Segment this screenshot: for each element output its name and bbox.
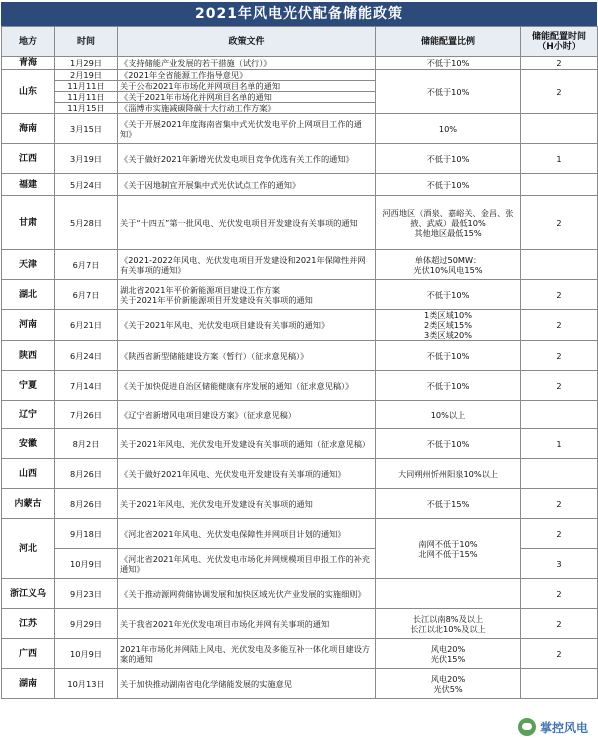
ratio-cell: 长江以南8%及以上 长江以北10%及以上 xyxy=(376,609,521,639)
hours-cell: 2 xyxy=(521,371,598,401)
ratio-cell: 不低于10% xyxy=(376,429,521,459)
doc-cell: 《关于2021年风电、光伏发电项目建设有关事项的通知》 xyxy=(118,310,376,341)
hours-cell: 2 xyxy=(521,639,598,669)
time-cell: 5月28日 xyxy=(55,196,118,250)
time-cell: 7月14日 xyxy=(55,371,118,401)
region-cell: 浙江义乌 xyxy=(2,579,55,609)
time-cell: 6月21日 xyxy=(55,310,118,341)
time-cell: 9月18日 xyxy=(55,519,118,549)
doc-cell: 《陕西省新型储能建设方案（暂行）（征求意见稿）》 xyxy=(118,341,376,371)
hours-cell: 2 xyxy=(521,519,598,549)
doc-cell: 关于我省2021年光伏发电项目市场化并网有关事项的通知 xyxy=(118,609,376,639)
ratio-cell xyxy=(376,579,521,609)
time-cell: 9月29日 xyxy=(55,609,118,639)
ratio-cell: 河西地区（酒泉、嘉峪关、金昌、张掖、武威）最低10% 其他地区最低15% xyxy=(376,196,521,250)
region-cell: 海南 xyxy=(2,114,55,144)
table-row xyxy=(2,174,598,196)
ratio-cell: 不低于10% xyxy=(376,57,521,70)
watermark-text: 掌控风电 xyxy=(539,720,588,735)
header-doc: 政策文件 xyxy=(118,27,376,57)
table-body xyxy=(2,57,598,699)
time-cell: 11月11日 xyxy=(55,81,118,92)
time-cell: 11月11日 xyxy=(55,92,118,103)
region-cell: 湖北 xyxy=(2,280,55,310)
doc-cell: 《关于开展2021年度海南省集中式光伏发电平价上网项目工作的通知》 xyxy=(118,114,376,144)
doc-cell: 《关于加快促进自治区储能健康有序发展的通知（征求意见稿）》 xyxy=(118,371,376,401)
table-row xyxy=(2,280,598,310)
time-cell: 8月26日 xyxy=(55,459,118,489)
doc-cell: 2021年市场化并网陆上风电、光伏发电及多能互补一体化项目建设方案的通知 xyxy=(118,639,376,669)
time-cell: 10月9日 xyxy=(55,639,118,669)
watermark xyxy=(518,718,588,736)
doc-cell: 《河北省2021年风电、光伏发电保障性并网项目计划的通知》 xyxy=(118,519,376,549)
table-title: 2021年风电光伏配备储能政策 xyxy=(1,2,597,26)
hours-cell xyxy=(521,401,598,429)
time-cell: 11月15日 xyxy=(55,103,118,114)
doc-cell: 关于2021年风电、光伏发电开发建设有关事项的通知 xyxy=(118,489,376,519)
table-row xyxy=(2,371,598,401)
region-cell: 福建 xyxy=(2,174,55,196)
ratio-cell: 不低于10% xyxy=(376,280,521,310)
time-cell: 10月13日 xyxy=(55,669,118,699)
hours-cell xyxy=(521,669,598,699)
hours-cell: 2 xyxy=(521,57,598,70)
time-cell: 7月26日 xyxy=(55,401,118,429)
table-row xyxy=(2,459,598,489)
time-cell: 10月9日 xyxy=(55,549,118,579)
table-row xyxy=(2,70,598,81)
header-region: 地方 xyxy=(2,27,55,57)
header-hours-line1: 储能配置时间 xyxy=(531,31,586,42)
policy-table xyxy=(1,26,598,699)
time-cell: 1月29日 xyxy=(55,57,118,70)
doc-cell: 关于“十四五”第一批风电、光伏发电项目开发建设有关事项的通知 xyxy=(118,196,376,250)
table-row xyxy=(2,57,598,70)
table-row xyxy=(2,250,598,280)
doc-cell: 关于加快推动湖南省电化学储能发展的实施意见 xyxy=(118,669,376,699)
hours-cell: 1 xyxy=(521,429,598,459)
table-row xyxy=(2,341,598,371)
hours-cell xyxy=(521,174,598,196)
doc-cell: 关于2021年风电、光伏发电开发建设有关事项的通知（征求意见稿） xyxy=(118,429,376,459)
region-cell: 湖南 xyxy=(2,669,55,699)
doc-cell: 《关于推动源网荷储协调发展和加快区域光伏产业发展的实施细则》 xyxy=(118,579,376,609)
region-cell: 江苏 xyxy=(2,609,55,639)
header-row xyxy=(2,27,598,57)
ratio-cell: 大同朔州忻州阳泉10%以上 xyxy=(376,459,521,489)
hours-cell: 2 xyxy=(521,196,598,250)
doc-cell: 《关于2021年市场化并网项目名单的通知 xyxy=(118,92,376,103)
region-cell: 安徽 xyxy=(2,429,55,459)
table-row xyxy=(2,579,598,609)
doc-cell: 《关于因地制宜开展集中式光伏试点工作的通知》 xyxy=(118,174,376,196)
ratio-cell: 风电20% 光伏15% xyxy=(376,639,521,669)
region-cell: 山西 xyxy=(2,459,55,489)
time-cell: 9月23日 xyxy=(55,579,118,609)
hours-cell xyxy=(521,459,598,489)
table-row xyxy=(2,519,598,549)
doc-cell: 《关于做好2021年新增光伏发电项目竞争优选有关工作的通知》 xyxy=(118,144,376,174)
region-cell: 青海 xyxy=(2,57,55,70)
hours-cell xyxy=(521,114,598,144)
hours-cell: 2 xyxy=(521,341,598,371)
time-cell: 6月7日 xyxy=(55,280,118,310)
hours-cell: 2 xyxy=(521,310,598,341)
header-hours xyxy=(521,27,598,57)
ratio-cell: 不低于10% xyxy=(376,144,521,174)
table-row xyxy=(2,196,598,250)
time-cell: 5月24日 xyxy=(55,174,118,196)
region-cell: 宁夏 xyxy=(2,371,55,401)
region-cell: 河北 xyxy=(2,519,55,579)
time-cell: 2月19日 xyxy=(55,70,118,81)
time-cell: 8月2日 xyxy=(55,429,118,459)
ratio-cell: 南网不低于10% 北网不低于15% xyxy=(376,519,521,579)
region-cell: 天津 xyxy=(2,250,55,280)
doc-cell: 湖北省2021年平价新能源项目建设工作方案 关于2021年平价新能源项目开发建设有关事项的通知 xyxy=(118,280,376,310)
hours-cell xyxy=(521,250,598,280)
region-cell: 江西 xyxy=(2,144,55,174)
header-ratio: 储能配置比例 xyxy=(376,27,521,57)
time-cell: 3月15日 xyxy=(55,114,118,144)
time-cell: 6月24日 xyxy=(55,341,118,371)
doc-cell: 关于公布2021年市场化并网项目名单的通知 xyxy=(118,81,376,92)
time-cell: 6月7日 xyxy=(55,250,118,280)
doc-cell: 《2021年全省能源工作指导意见》 xyxy=(118,70,376,81)
ratio-cell: 不低于15% xyxy=(376,489,521,519)
hours-cell: 2 xyxy=(521,489,598,519)
wechat-icon xyxy=(518,718,536,736)
region-cell: 陕西 xyxy=(2,341,55,371)
doc-cell: 《河北省2021年风电、光伏发电市场化并网规模项目申报工作的补充通知》 xyxy=(118,549,376,579)
doc-cell: 《关于做好2021年风电、光伏发电开发建设有关事项的通知》 xyxy=(118,459,376,489)
doc-cell: 《支持储能产业发展的若干措施（试行）》 xyxy=(118,57,376,70)
table-row xyxy=(2,310,598,341)
hours-cell: 2 xyxy=(521,280,598,310)
table-row xyxy=(2,401,598,429)
ratio-cell: 不低于10% xyxy=(376,70,521,114)
ratio-cell: 风电20% 光伏5% xyxy=(376,669,521,699)
table-row xyxy=(2,429,598,459)
table-row xyxy=(2,489,598,519)
ratio-cell: 1类区域10% 2类区域15% 3类区域20% xyxy=(376,310,521,341)
region-cell: 广西 xyxy=(2,639,55,669)
ratio-cell: 不低于10% xyxy=(376,341,521,371)
ratio-cell: 10% xyxy=(376,114,521,144)
time-cell: 8月26日 xyxy=(55,489,118,519)
region-cell: 甘肃 xyxy=(2,196,55,250)
table-row xyxy=(2,609,598,639)
ratio-cell: 不低于10% xyxy=(376,174,521,196)
ratio-cell: 10%以上 xyxy=(376,401,521,429)
ratio-cell: 单体超过50MW： 光伏10%风电15% xyxy=(376,250,521,280)
header-hours-line2: （H小时） xyxy=(537,41,581,52)
region-cell: 山东 xyxy=(2,70,55,114)
doc-cell: 《淄博市实施减碳降碳十大行动工作方案》 xyxy=(118,103,376,114)
table-row xyxy=(2,669,598,699)
hours-cell: 3 xyxy=(521,549,598,579)
doc-cell: 《2021-2022年风电、光伏发电项目开发建设和2021年保障性并网有关事项的通知》 xyxy=(118,250,376,280)
time-cell: 3月19日 xyxy=(55,144,118,174)
header-time: 时间 xyxy=(55,27,118,57)
hours-cell: 2 xyxy=(521,70,598,114)
region-cell: 辽宁 xyxy=(2,401,55,429)
ratio-cell: 不低于10% xyxy=(376,371,521,401)
hours-cell: 1 xyxy=(521,144,598,174)
doc-cell: 《辽宁省新增风电项目建设方案》（征求意见稿） xyxy=(118,401,376,429)
hours-cell: 2 xyxy=(521,609,598,639)
table-row xyxy=(2,114,598,144)
hours-cell: 2 xyxy=(521,579,598,609)
table-row xyxy=(2,144,598,174)
region-cell: 河南 xyxy=(2,310,55,341)
table-row xyxy=(2,639,598,669)
region-cell: 内蒙古 xyxy=(2,489,55,519)
